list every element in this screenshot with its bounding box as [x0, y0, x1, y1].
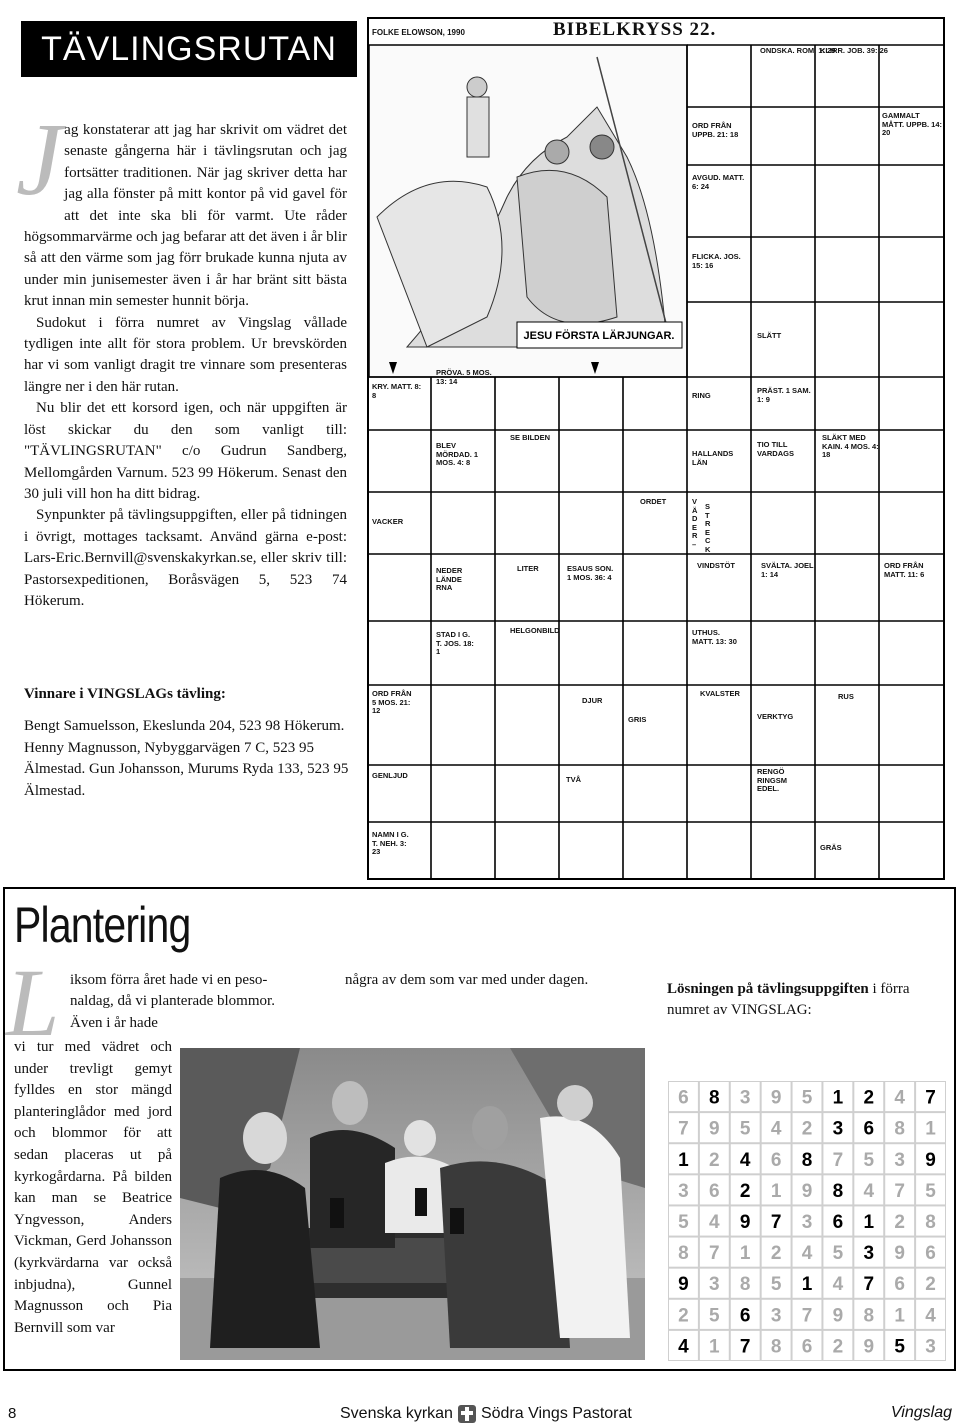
- sudoku-digit: 1: [832, 1087, 844, 1109]
- tavlingsrutan-heading: TÄVLINGSRUTAN: [21, 21, 357, 77]
- sudoku-digit: 7: [801, 1305, 813, 1327]
- clue-verktyg: VERKTYG: [757, 712, 794, 721]
- sudoku-digit: 9: [894, 1243, 905, 1265]
- footer-brand: Vingslag: [890, 1404, 952, 1421]
- dropcap-l: L: [6, 949, 60, 1056]
- sudoku-digit: 5: [801, 1087, 813, 1109]
- sudoku-digit: 6: [678, 1087, 689, 1109]
- clue-vader: VÄDER –: [692, 497, 698, 549]
- clue-rus: RUS: [838, 692, 854, 701]
- clue-esaus-son: ESAUS SON. 1 MOS. 36: 4: [567, 564, 614, 582]
- plantering-line-3: Även i år hade: [70, 1015, 158, 1031]
- clue-uthus: UTHUS. MATT. 13: 30: [692, 628, 737, 646]
- sudoku-digit: 3: [739, 1087, 751, 1109]
- sudoku-digit: 2: [770, 1243, 782, 1265]
- sudoku-digit: 3: [925, 1336, 936, 1358]
- sudoku-digit: 1: [770, 1180, 782, 1202]
- solution-title-rest: i förra numret av VINGSLAG:: [667, 981, 910, 1018]
- sudoku-digit: 1: [678, 1149, 689, 1171]
- clue-prast: PRÄST. 1 SAM. 1: 9: [757, 386, 811, 404]
- crossword-picture: [369, 45, 687, 377]
- sudoku-digit: 9: [925, 1149, 936, 1171]
- clue-vindstot: VINDSTÖT: [697, 561, 735, 570]
- sudoku-digit: 4: [709, 1212, 720, 1233]
- crossword-title: BIBELKRYSS 22.: [553, 19, 717, 40]
- sudoku-digit: 8: [894, 1118, 905, 1140]
- plantering-title: Plantering: [14, 897, 191, 953]
- sudoku-digit: 3: [801, 1212, 813, 1233]
- page-number: 8: [8, 1405, 17, 1422]
- sudoku-digit: 7: [709, 1243, 720, 1265]
- sudoku-digit: 6: [739, 1305, 751, 1327]
- sudoku-digit: 7: [678, 1118, 689, 1140]
- sudoku-digit: 8: [678, 1243, 689, 1265]
- clue-gris: GRIS: [628, 715, 647, 724]
- crossword-artist: FOLKE ELOWSON, 1990: [372, 28, 465, 37]
- clue-namn-i-gt: NAMN I G. T. NEH. 3: 23: [372, 830, 409, 857]
- sudoku-digit: 5: [894, 1336, 905, 1358]
- winners-title: Vinnare i VINGSLAGs tävling:: [24, 686, 226, 702]
- clue-vacker: VACKER: [372, 517, 404, 526]
- sudoku-digit: 7: [863, 1274, 875, 1296]
- sudoku-digit: 2: [832, 1336, 844, 1358]
- sudoku-digit: 7: [894, 1180, 905, 1202]
- dropcap-j: J: [16, 102, 63, 217]
- sudoku-digit: 2: [801, 1118, 813, 1140]
- sudoku-digit: 6: [832, 1212, 844, 1233]
- sudoku-digit: 6: [801, 1336, 813, 1358]
- solution-title: [667, 979, 947, 1021]
- sudoku-digit: 2: [678, 1305, 689, 1327]
- clue-tva: TVÅ: [566, 775, 581, 784]
- sudoku-digit: 1: [739, 1243, 751, 1265]
- sudoku-digit: 5: [678, 1212, 689, 1233]
- plantering-photo: [180, 1048, 645, 1360]
- clue-djur: DJUR: [582, 696, 603, 705]
- tavlingsrutan-body: [16, 102, 347, 612]
- plantering-line-2: naldag, då vi planterade blommor.: [70, 993, 275, 1009]
- plantering-continuation: några av dem som var med under dagen.: [345, 972, 589, 988]
- sudoku-digit: 7: [832, 1149, 844, 1171]
- clue-kvalster: KVALSTER: [700, 689, 740, 698]
- sudoku-digit: 9: [801, 1180, 813, 1202]
- clue-blev-mordad: BLEV MÖRDAD. 1 MOS. 4: 8: [436, 441, 479, 468]
- sudoku-digit: 4: [925, 1305, 936, 1327]
- sudoku-digit: 3: [894, 1149, 905, 1171]
- sudoku-digit: 7: [770, 1212, 782, 1233]
- sudoku-digit: 7: [925, 1087, 936, 1109]
- sudoku-digit: 4: [801, 1243, 813, 1265]
- sudoku-digit: 4: [678, 1336, 689, 1358]
- sudoku-digit: 3: [709, 1274, 720, 1296]
- clue-streck: STRECK: [705, 502, 711, 554]
- clue-gras: GRÄS: [820, 843, 842, 852]
- footer-svenska-kyrkan: Svenska kyrkan: [340, 1405, 453, 1422]
- sudoku-digit: 2: [739, 1180, 751, 1202]
- sudoku-digit: 6: [894, 1274, 905, 1296]
- clue-ord-fran-uppb: ORD FRÅN UPPB. 21: 18: [692, 121, 739, 139]
- sudoku-digit: 6: [925, 1243, 936, 1265]
- sudoku-digit: 4: [894, 1087, 905, 1109]
- church-cross-icon: [457, 1404, 477, 1424]
- clue-gammalt-matt: GAMMALT MÅTT. UPPB. 14: 20: [882, 111, 943, 138]
- sudoku-digit: 3: [863, 1243, 875, 1265]
- sudoku-digit: 8: [739, 1274, 751, 1296]
- sudoku-digit: 8: [832, 1180, 844, 1202]
- paragraph-sudoku: Sudokut i förra numret av Vingslag vållade tydligen inte allt för stora problem. Ur brevskörden har vi som vanligt dragit tre vinnare som presenteras längre ner i den här rutan.: [24, 314, 347, 395]
- clue-svalta: SVÄLTA. JOEL 1: 14: [761, 561, 814, 579]
- sudoku-digit: 2: [925, 1274, 936, 1296]
- footer-org: [340, 1404, 632, 1424]
- sudoku-digit: 3: [770, 1305, 782, 1327]
- sudoku-digit: 4: [863, 1180, 875, 1202]
- sudoku-digit: 1: [801, 1274, 813, 1296]
- clue-avgud: AVGUD. MATT. 6: 24: [692, 173, 745, 191]
- winners-section: [24, 684, 354, 802]
- sudoku-digit: 5: [925, 1180, 936, 1202]
- sudoku-digit: 5: [709, 1305, 720, 1327]
- sudoku-digit: 7: [739, 1336, 751, 1358]
- sudoku-digit: 5: [770, 1274, 782, 1296]
- sudoku-digit: 6: [863, 1118, 875, 1140]
- clue-ordet: ORDET: [640, 497, 667, 506]
- clue-prova: PRÖVA. 5 MOS. 13: 14: [436, 368, 492, 386]
- plantering-line-1: iksom förra året hade vi en peso-: [70, 972, 268, 988]
- sudoku-digit: 1: [894, 1305, 905, 1327]
- solution-title-bold: Lösningen på tävlingsuppgiften: [667, 981, 869, 997]
- clue-slakt-med-kain: SLÄKT MED KAIN. 4 MOS. 4: 18: [822, 433, 879, 460]
- sudoku-digit: 5: [739, 1118, 751, 1140]
- sudoku-digit: 4: [739, 1149, 751, 1171]
- clue-rengoringsmedel: RENGÖRINGSMEDEL.: [757, 767, 787, 794]
- sudoku-digit: 9: [739, 1212, 751, 1233]
- sudoku-digit: 8: [770, 1336, 782, 1358]
- sudoku-digit: 4: [832, 1274, 844, 1296]
- plantering-body: vi tur med vädret och under trevligt gemyt fylldes en stor mängd planteringlådor med jord och blommor för att sedan placeras ut på kyrkogårdarna. På bilden kan man se Beatrice Yngvesson, Anders Vickman, Gerd Johansson (kyrkvärdarna var också inbjudna), Gunnel Magnusson och Pia Bernvill som var: [14, 1039, 172, 1336]
- sudoku-digit: 8: [863, 1305, 875, 1327]
- clue-ondska: ONDSKA. ROM. 1: 29: [760, 46, 836, 55]
- sudoku-digit: 8: [709, 1087, 720, 1109]
- sudoku-digit: 3: [832, 1118, 844, 1140]
- sudoku-digit: 2: [863, 1087, 875, 1109]
- sudoku-digit: 1: [709, 1336, 720, 1358]
- paragraph-intro: [16, 102, 347, 313]
- clue-se-bilden: SE BILDEN: [510, 433, 551, 442]
- clue-tio-till-vardags: TIO TILL VARDAGS: [757, 440, 794, 458]
- clue-flicka: FLICKA. JOS. 15: 16: [692, 252, 741, 270]
- clue-slatt: SLÄTT: [757, 331, 782, 340]
- sudoku-digit: 9: [709, 1118, 720, 1140]
- clue-kry: KRY. MATT. 8: 8: [372, 382, 422, 400]
- sudoku-digit: 3: [678, 1180, 689, 1202]
- clue-helgonbild: HELGONBILD: [510, 626, 560, 635]
- clue-ring: RING: [692, 391, 711, 400]
- sudoku-solution-grid: [668, 1081, 946, 1361]
- sudoku-digit: 8: [801, 1149, 813, 1171]
- winners-text: Bengt Samuelsson, Ekeslunda 204, 523 98 Hökerum. Henny Magnusson, Nybyggarvägen 7 C, 523 95 Älmestad. Gun Johansson, Murums Ryda 133, 523 95 Älmestad.: [24, 718, 349, 799]
- clue-ord-fran-5mos: ORD FRÅN 5 MOS. 21: 12: [372, 689, 412, 716]
- sudoku-digit: 2: [894, 1212, 905, 1233]
- clue-klirr: KLIRR. JOB. 39: 26: [820, 46, 888, 55]
- paragraph-feedback: Synpunkter på tävlingsuppgiften, eller på tidningen i övrigt, mottages tacksamt. Använd gärna e-post: Lars-Eric.Bernvill@svenskakyrkan.se, eller skriv till: Pastorsexpeditionen, Boråsvägen 5, 523 74 Hökerum.: [24, 507, 347, 609]
- clue-ord-fran-matt: ORD FRÅN MATT. 11: 6: [884, 561, 925, 579]
- clue-genljud: GENLJUD: [372, 771, 408, 780]
- picture-caption: JESU FÖRSTA LÄRJUNGAR.: [523, 330, 675, 342]
- paragraph-intro-text: ag konstaterar att jag har skrivit om vädret det senaste gångerna här i tävlingsrutan och jag fortsätter traditionen. När jag skriver detta har jag alla fönster på mitt kontor på vid gavel för att det inte ska bli för varmt. Ute råder högsommarvärme och jag befarar att det även i år blir så att den värme som jag förr brukade kunna njuta av under min junisemester även i år har bränt sitt bästa krut innan min semester hunnit börja.: [24, 122, 347, 310]
- sudoku-digit: 9: [770, 1087, 782, 1109]
- sudoku-digit: 6: [770, 1149, 782, 1171]
- sudoku-digit: 9: [678, 1274, 689, 1296]
- sudoku-digit: 5: [832, 1243, 844, 1265]
- footer-pastorat: Södra Vings Pastorat: [480, 1405, 632, 1422]
- sudoku-digit: 1: [925, 1118, 936, 1140]
- clue-liter: LITER: [517, 564, 539, 573]
- sudoku-digit: 4: [770, 1118, 782, 1140]
- sudoku-digit: 1: [863, 1212, 875, 1233]
- clue-stad-i-gt: STAD I G. T. JOS. 18: 1: [436, 630, 474, 657]
- sudoku-digit: 2: [709, 1149, 720, 1171]
- clue-nederlanderna: NEDERLÄNDERNA: [436, 566, 463, 593]
- sudoku-digit: 5: [863, 1149, 875, 1171]
- sudoku-digit: 9: [832, 1305, 844, 1327]
- clue-hallands-lan: HALLANDS LÄN: [692, 449, 734, 467]
- sudoku-digit: 8: [925, 1212, 936, 1233]
- sudoku-digit: 6: [709, 1180, 720, 1202]
- sudoku-digit: 9: [863, 1336, 875, 1358]
- paragraph-instructions: Nu blir det ett korsord igen, och när uppgiften är löst skickar du den som vanligt till: "TÄVLINGSRUTAN" c/o Gudrun Sandberg, Mellomgården Varnum. 523 99 Hökerum. Senast den 30 juli vill hon ha ditt bidrag.: [24, 400, 347, 502]
